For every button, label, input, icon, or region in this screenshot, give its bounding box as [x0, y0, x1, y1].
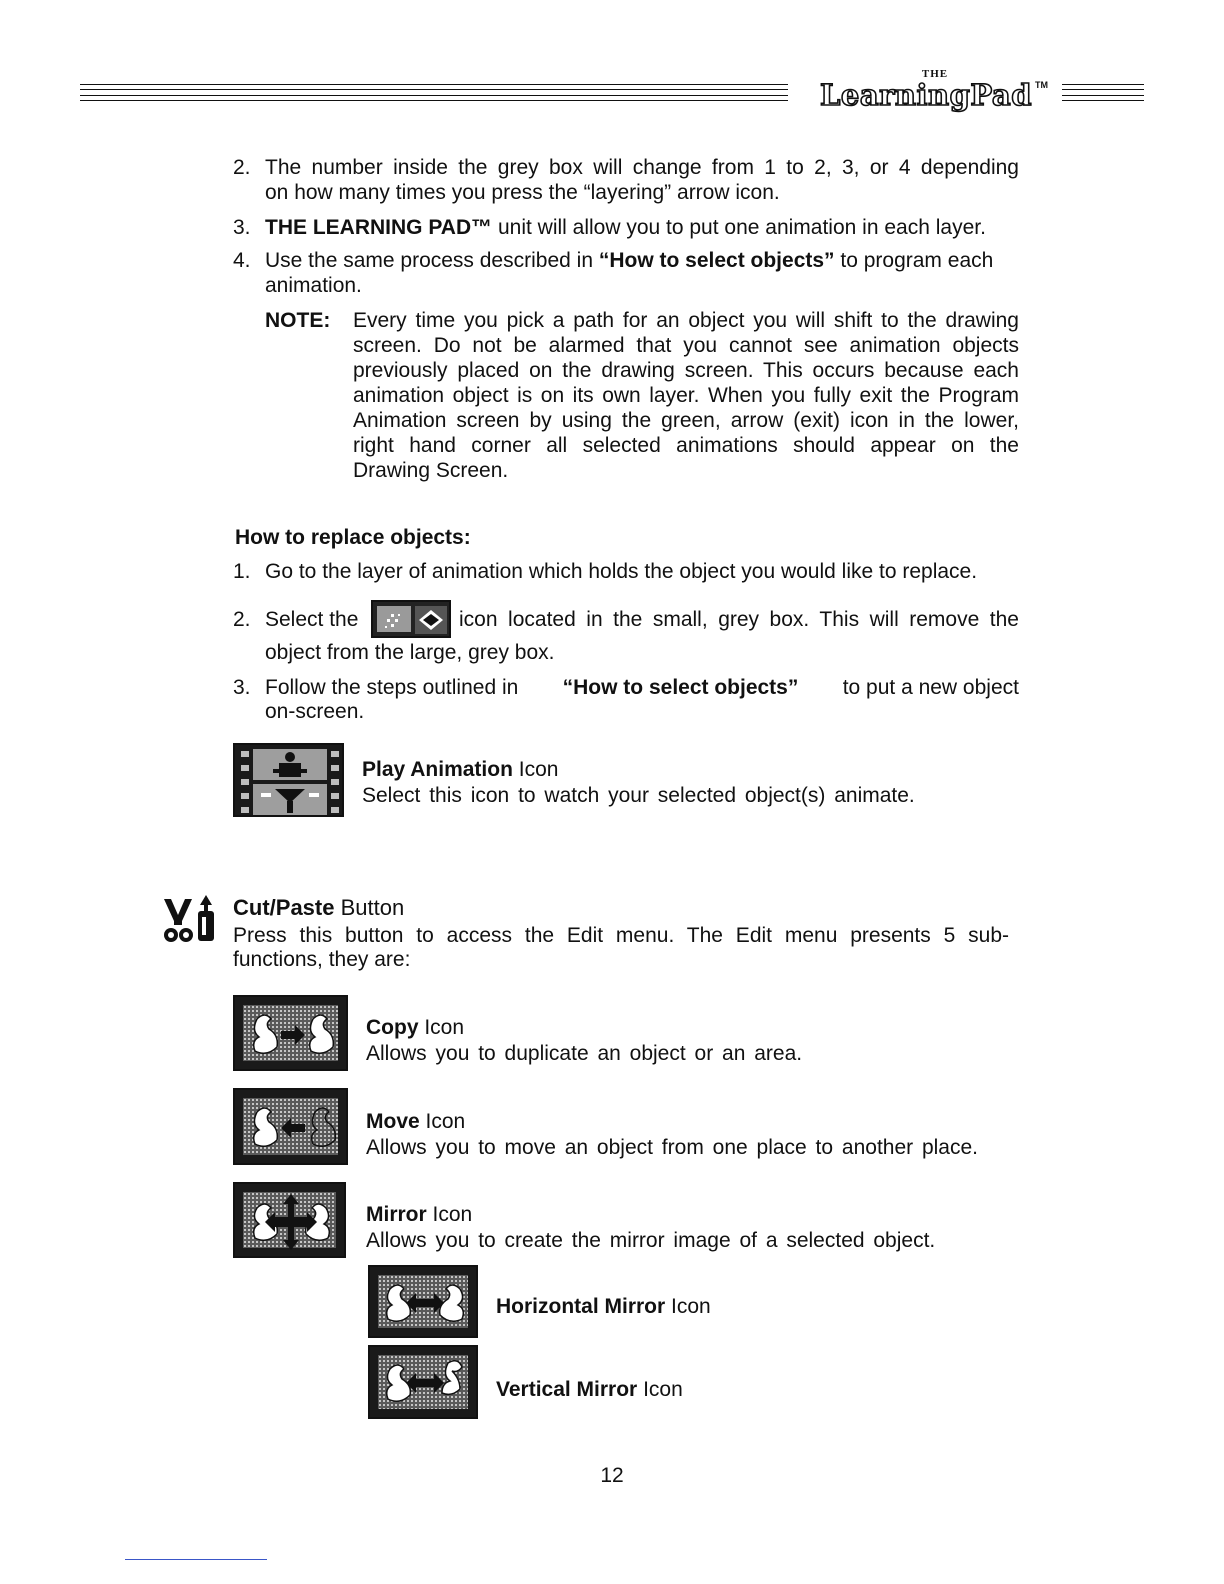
vertical-mirror-icon[interactable] [368, 1345, 478, 1419]
step-text: The number inside the grey box will change from 1 to 2, 3, or 4 depending [265, 156, 1019, 179]
horizontal-mirror-title: Horizontal Mirror Icon [496, 1295, 711, 1318]
mirror-title: Mirror Icon [366, 1203, 473, 1226]
step-number: 4. [233, 249, 251, 272]
play-animation-desc: Select this icon to watch your selected object(s) animate. [362, 784, 915, 807]
note-label: NOTE: [265, 309, 331, 332]
step-number: 3. [233, 216, 251, 239]
page-number: 12 [600, 1464, 624, 1487]
step-text: on-screen. [265, 700, 365, 723]
footer-divider [125, 1559, 267, 1560]
note-line: Drawing Screen. [353, 459, 509, 482]
step-number: 1. [233, 560, 251, 583]
move-desc: Allows you to move an object from one place to another place. [366, 1136, 978, 1159]
mirror-icon[interactable] [233, 1182, 346, 1258]
step-text: on how many times you press the “layering” arrow icon. [265, 181, 780, 204]
note-line: screen. Do not be alarmed that you cannot see animation objects [353, 334, 1019, 357]
move-title: Move Icon [366, 1110, 466, 1133]
step-text: THE LEARNING PAD™ unit will allow you to put one animation in each layer. [265, 216, 986, 239]
step-text: icon located in the small, grey box. This will remove the [459, 608, 1019, 631]
note-line: right hand corner all selected animations should appear on the [353, 434, 1019, 457]
remove-object-icon[interactable] [371, 600, 451, 638]
step-text: Use the same process described in “How to select objects” to program each [265, 249, 994, 272]
move-icon[interactable] [233, 1088, 348, 1165]
horizontal-mirror-icon[interactable] [368, 1265, 478, 1338]
copy-desc: Allows you to duplicate an object or an area. [366, 1042, 803, 1065]
step-text: Follow the steps outlined in “How to select objects” to put a new object [265, 676, 1019, 699]
vertical-mirror-title: Vertical Mirror Icon [496, 1378, 683, 1401]
cut-paste-desc: Press this button to access the Edit menu. The Edit menu presents 5 sub- [233, 924, 1009, 947]
logo-name: LearningPad [820, 78, 1032, 112]
logo-tm: TM [1035, 80, 1048, 90]
cut-paste-icon [162, 893, 218, 945]
copy-icon[interactable] [233, 995, 348, 1071]
logo-the: THE [921, 68, 949, 80]
step-number: 3. [233, 676, 251, 699]
play-animation-icon[interactable] [233, 743, 344, 817]
step-number: 2. [233, 156, 251, 179]
section-heading-replace: How to replace objects: [235, 526, 471, 549]
note-line: Animation screen by using the green, arrow (exit) icon in the lower, [353, 409, 1019, 432]
note-line: Every time you pick a path for an object you will shift to the drawing [353, 309, 1019, 332]
step-text: Go to the layer of animation which holds the object you would like to replace. [265, 560, 978, 583]
note-line: previously placed on the drawing screen. This occurs because each [353, 359, 1019, 382]
copy-title: Copy Icon [366, 1016, 465, 1039]
cut-paste-desc: functions, they are: [233, 948, 411, 971]
step-text: object from the large, grey box. [265, 641, 555, 664]
step-number: 2. [233, 608, 251, 631]
step-text: Select the [265, 608, 359, 631]
sparkle-icon [373, 602, 453, 640]
learning-pad-logo [820, 68, 1050, 112]
cut-paste-title: Cut/Paste Button [233, 895, 405, 920]
play-animation-title: Play Animation Icon [362, 758, 559, 781]
step-text: animation. [265, 274, 362, 297]
mirror-desc: Allows you to create the mirror image of a selected object. [366, 1229, 936, 1252]
note-line: animation object is on its own layer. When you fully exit the Program [353, 384, 1019, 407]
